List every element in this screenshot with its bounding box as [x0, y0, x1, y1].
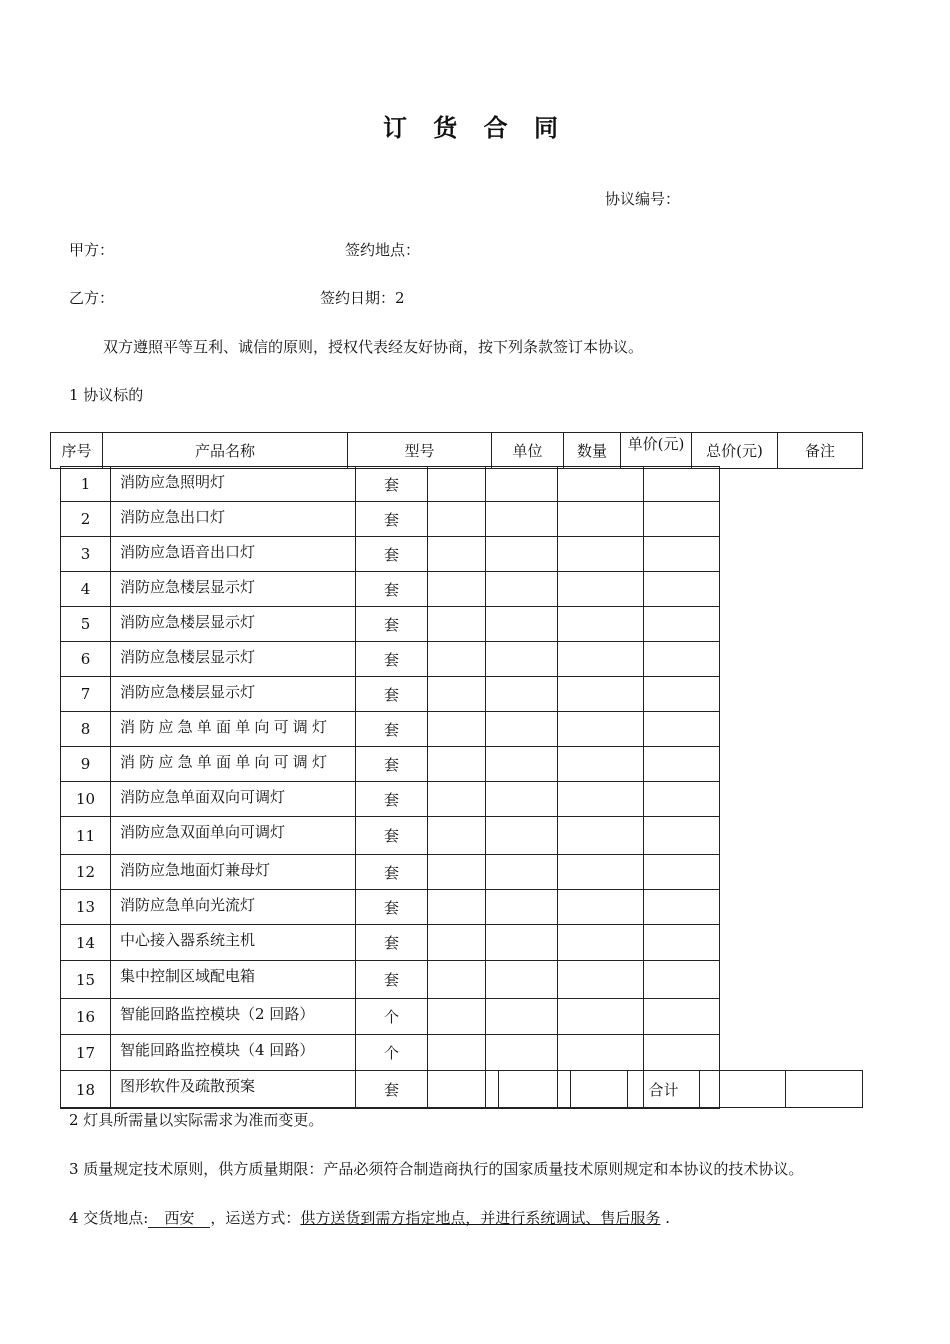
- quantity-cell: [486, 537, 558, 572]
- delivery-place: 西安: [148, 1209, 210, 1228]
- unit-price-cell: [558, 712, 644, 747]
- model-cell: [428, 782, 486, 817]
- agreement-no-label: 协议编号：: [605, 190, 681, 208]
- row-number: 15: [61, 961, 111, 999]
- unit-price-cell: [558, 607, 644, 642]
- total-row: [60, 1070, 863, 1108]
- total-price-cell: [644, 677, 720, 712]
- total-empty-cell: [499, 1071, 571, 1108]
- product-name: 集中控制区域配电箱: [111, 961, 356, 999]
- header-cell: 单价(元): [621, 433, 692, 469]
- table-row: [61, 782, 720, 817]
- table-row: [61, 925, 720, 961]
- clause-4-mid: ，运送方式：: [210, 1209, 301, 1227]
- unit-cell: 套: [356, 607, 428, 642]
- unit-cell: 套: [356, 782, 428, 817]
- row-number: 8: [61, 712, 111, 747]
- row-number: 5: [61, 607, 111, 642]
- clause-3: 3 质量规定技术原则，供方质量期限：产品必须符合制造商执行的国家质量技术原则规定和本协议的技术协议。: [69, 1160, 804, 1178]
- quantity-cell: [486, 855, 558, 890]
- table-row: [61, 607, 720, 642]
- party-b-label: 乙方：: [69, 289, 115, 307]
- unit-cell: 套: [356, 677, 428, 712]
- row-number: 4: [61, 572, 111, 607]
- product-name: 消防应急楼层显示灯: [111, 642, 356, 677]
- unit-price-cell: [558, 467, 644, 502]
- total-price-cell: [644, 712, 720, 747]
- clause-2: 2 灯具所需量以实际需求为准而变更。: [69, 1111, 324, 1129]
- table-row: [61, 961, 720, 999]
- header-cell: 数量: [564, 433, 621, 469]
- product-name: 智能回路监控模块（4 回路）: [111, 1035, 356, 1071]
- unit-cell: 套: [356, 642, 428, 677]
- model-cell: [428, 961, 486, 999]
- sign-place-label: 签约地点：: [345, 241, 421, 259]
- total-price-cell: [644, 467, 720, 502]
- total-label: 合计: [628, 1071, 700, 1108]
- row-number: 6: [61, 642, 111, 677]
- total-empty-cell: [61, 1071, 111, 1108]
- model-cell: [428, 677, 486, 712]
- unit-cell: 套: [356, 537, 428, 572]
- header-cell: 序号: [51, 433, 103, 469]
- product-name: 消防应急双面单向可调灯: [111, 817, 356, 855]
- table-row: [61, 855, 720, 890]
- product-name: 消防应急单面单向可调灯: [111, 712, 356, 747]
- unit-price-cell: [558, 925, 644, 961]
- total-price-cell: [644, 1035, 720, 1071]
- model-cell: [428, 607, 486, 642]
- quantity-cell: [486, 677, 558, 712]
- total-price-cell: [644, 782, 720, 817]
- quantity-cell: [486, 961, 558, 999]
- model-cell: [428, 712, 486, 747]
- total-empty-cell: [356, 1071, 499, 1108]
- unit-cell: 套: [356, 747, 428, 782]
- unit-cell: 套: [356, 817, 428, 855]
- model-cell: [428, 817, 486, 855]
- model-cell: [428, 999, 486, 1035]
- total-value-cell: [700, 1071, 786, 1108]
- document-title: 订 货 合 同: [382, 114, 568, 142]
- unit-price-cell: [558, 747, 644, 782]
- unit-cell: 套: [356, 467, 428, 502]
- table-row: [61, 817, 720, 855]
- unit-cell: 套: [356, 1071, 428, 1109]
- total-price-cell: [644, 855, 720, 890]
- row-number: 16: [61, 999, 111, 1035]
- unit-price-cell: [558, 961, 644, 999]
- product-name: 消防应急楼层显示灯: [111, 607, 356, 642]
- total-price-cell: [644, 572, 720, 607]
- total-price-cell: [644, 537, 720, 572]
- clause-4: [69, 1208, 670, 1228]
- quantity-cell: [486, 999, 558, 1035]
- quantity-cell: [486, 642, 558, 677]
- clause-4-end: .: [665, 1209, 670, 1227]
- unit-price-cell: [558, 890, 644, 925]
- table-row: [61, 642, 720, 677]
- quantity-cell: [486, 572, 558, 607]
- unit-cell: 个: [356, 999, 428, 1035]
- row-number: 11: [61, 817, 111, 855]
- row-number: 7: [61, 677, 111, 712]
- header-cell: 备注: [778, 433, 863, 469]
- quantity-cell: [486, 925, 558, 961]
- unit-price-cell: [558, 817, 644, 855]
- total-price-cell: [644, 961, 720, 999]
- row-number: 10: [61, 782, 111, 817]
- quantity-cell: [486, 467, 558, 502]
- product-name: 消防应急单面单向可调灯: [111, 747, 356, 782]
- model-cell: [428, 890, 486, 925]
- model-cell: [428, 1035, 486, 1071]
- total-price-cell: [644, 817, 720, 855]
- model-cell: [428, 642, 486, 677]
- table-row: [61, 999, 720, 1035]
- header-cell: 总价(元): [692, 433, 778, 469]
- total-empty-cell: [571, 1071, 628, 1108]
- quantity-cell: [486, 782, 558, 817]
- row-number: 1: [61, 467, 111, 502]
- quantity-cell: [486, 502, 558, 537]
- product-name: 中心接入器系统主机: [111, 925, 356, 961]
- unit-cell: 套: [356, 855, 428, 890]
- delivery-method: 供方送货到需方指定地点，并进行系统调试、售后服务: [300, 1209, 661, 1227]
- total-empty-cell: [111, 1071, 356, 1108]
- unit-price-cell: [558, 502, 644, 537]
- product-name: 消防应急照明灯: [111, 467, 356, 502]
- unit-price-cell: [558, 537, 644, 572]
- party-a-label: 甲方：: [69, 241, 115, 259]
- unit-cell: 个: [356, 1035, 428, 1071]
- total-price-cell: [644, 642, 720, 677]
- table-header: [50, 432, 863, 469]
- unit-cell: 套: [356, 572, 428, 607]
- unit-cell: 套: [356, 961, 428, 999]
- model-cell: [428, 925, 486, 961]
- unit-price-cell: [558, 677, 644, 712]
- product-name: 消防应急单面双向可调灯: [111, 782, 356, 817]
- total-price-cell: [644, 925, 720, 961]
- intro-paragraph: 双方遵照平等互利、诚信的原则，授权代表经友好协商，按下列条款签订本协议。: [103, 338, 644, 356]
- table-row: [61, 677, 720, 712]
- header-cell: 产品名称: [103, 433, 348, 469]
- model-cell: [428, 747, 486, 782]
- unit-price-cell: [558, 782, 644, 817]
- quantity-cell: [486, 817, 558, 855]
- row-number: 14: [61, 925, 111, 961]
- unit-cell: 套: [356, 925, 428, 961]
- table-row: [61, 890, 720, 925]
- total-price-cell: [644, 502, 720, 537]
- product-name: 消防应急语音出口灯: [111, 537, 356, 572]
- product-name: 消防应急出口灯: [111, 502, 356, 537]
- quantity-cell: [486, 1035, 558, 1071]
- unit-price-cell: [558, 572, 644, 607]
- row-number: 12: [61, 855, 111, 890]
- product-name: 消防应急楼层显示灯: [111, 677, 356, 712]
- product-name: 智能回路监控模块（2 回路）: [111, 999, 356, 1035]
- row-number: 2: [61, 502, 111, 537]
- product-name: 图形软件及疏散预案: [111, 1071, 356, 1109]
- unit-price-cell: [558, 1035, 644, 1071]
- unit-price-cell: [558, 855, 644, 890]
- model-cell: [428, 572, 486, 607]
- product-name: 消防应急单向光流灯: [111, 890, 356, 925]
- row-number: 18: [61, 1071, 111, 1109]
- total-price-cell: [644, 607, 720, 642]
- unit-cell: 套: [356, 890, 428, 925]
- model-cell: [428, 537, 486, 572]
- product-name: 消防应急楼层显示灯: [111, 572, 356, 607]
- header-cell: 单位: [492, 433, 564, 469]
- table-row: [61, 747, 720, 782]
- total-price-cell: [644, 999, 720, 1035]
- row-number: 3: [61, 537, 111, 572]
- unit-cell: 套: [356, 712, 428, 747]
- row-number: 17: [61, 1035, 111, 1071]
- model-cell: [428, 502, 486, 537]
- quantity-cell: [486, 712, 558, 747]
- section-1-heading: 1 协议标的: [69, 386, 144, 404]
- model-cell: [428, 467, 486, 502]
- clause-4-prefix: 4 交货地点:: [69, 1209, 149, 1227]
- unit-price-cell: [558, 642, 644, 677]
- model-cell: [428, 855, 486, 890]
- table-row: [61, 537, 720, 572]
- quantity-cell: [486, 890, 558, 925]
- total-price-cell: [644, 747, 720, 782]
- table-row: [61, 467, 720, 502]
- product-table: [60, 466, 720, 1109]
- total-remark-cell: [786, 1071, 863, 1108]
- quantity-cell: [486, 607, 558, 642]
- table-row: [61, 502, 720, 537]
- total-price-cell: [644, 890, 720, 925]
- row-number: 13: [61, 890, 111, 925]
- row-number: 9: [61, 747, 111, 782]
- quantity-cell: [486, 747, 558, 782]
- table-row: [61, 712, 720, 747]
- unit-cell: 套: [356, 502, 428, 537]
- sign-date-label: 签约日期：2: [320, 289, 405, 307]
- header-cell: 型号: [348, 433, 492, 469]
- table-row: [61, 572, 720, 607]
- unit-price-cell: [558, 999, 644, 1035]
- table-row: [61, 1035, 720, 1071]
- product-name: 消防应急地面灯兼母灯: [111, 855, 356, 890]
